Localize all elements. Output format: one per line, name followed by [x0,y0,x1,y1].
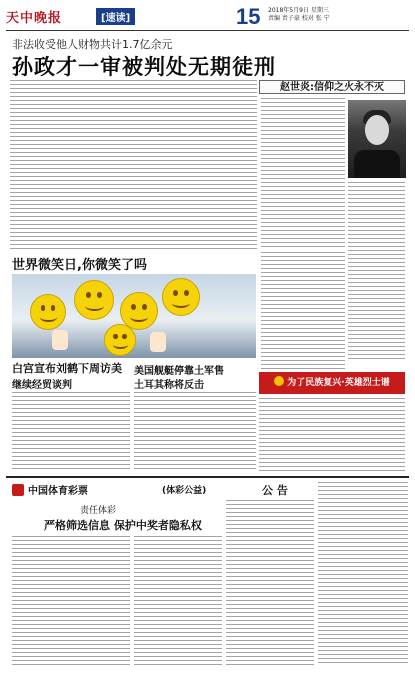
story-mid-subtitle: 土耳其称将反击 [134,380,204,391]
portrait-face [365,115,389,145]
hand [150,332,166,352]
page-number: 15 [236,4,261,29]
notice-body [226,500,314,666]
feature-title: 世界微笑日,你微笑了吗 [12,258,147,273]
lottery-body [12,536,130,666]
story-left-body [12,392,130,470]
lottery-title: 严格筛选信息 保护中奖者隐私权 [44,519,202,532]
section-tag: [速读] [96,8,135,25]
lottery-kicker: 责任体彩 [80,506,117,516]
column-body-text-right [348,182,405,362]
smiley-face-icon [104,324,136,356]
lead-headline: 孙政才一审被判处无期徒刑 [12,55,276,79]
editor-credits: 责编 责子豪 校对 张 宁 [268,15,330,22]
story-mid-title: 美国舰艇停靠土军售 [134,366,224,377]
masthead [6,4,409,31]
lottery-logo-icon [12,484,24,496]
lottery-body-right [134,536,222,666]
newspaper-brand: 天中晚报 [6,11,63,26]
lottery-tag: (体彩公益) [162,486,207,496]
hand [52,330,68,350]
column-body-text-lower [261,252,345,370]
smiley-face-icon [74,280,114,320]
section-divider [6,476,409,478]
portrait-coat [354,150,400,178]
story-left-title: 白宫宣布刘鹤下周访美 [12,362,122,375]
story-left-subtitle: 继续经贸谈判 [12,380,72,391]
emblem-icon [274,376,284,386]
smiley-photo [12,274,256,358]
smiley-face-icon [162,278,200,316]
column-body-text [261,98,345,248]
story-mid-body [134,392,256,470]
portrait-photo [348,100,406,178]
lead-kicker: 非法收受他人财物共计1.7亿余元 [12,38,173,51]
date-block [268,7,330,23]
column-continued-text [259,398,405,472]
column-title: 赵世炎:信仰之火永不灭 [259,80,405,94]
issue-date: 2018年5月9日 星期三 [268,7,329,14]
lottery-header: 中国体育彩票 [28,486,88,497]
banner-label: 为了民族复兴·英雄烈士谱 [287,378,390,388]
smiley-face-icon [30,294,66,330]
notice-title: 公 告 [262,484,288,497]
lead-body-text [10,80,257,252]
heroes-banner [259,372,405,394]
notice-body-right [318,482,408,666]
